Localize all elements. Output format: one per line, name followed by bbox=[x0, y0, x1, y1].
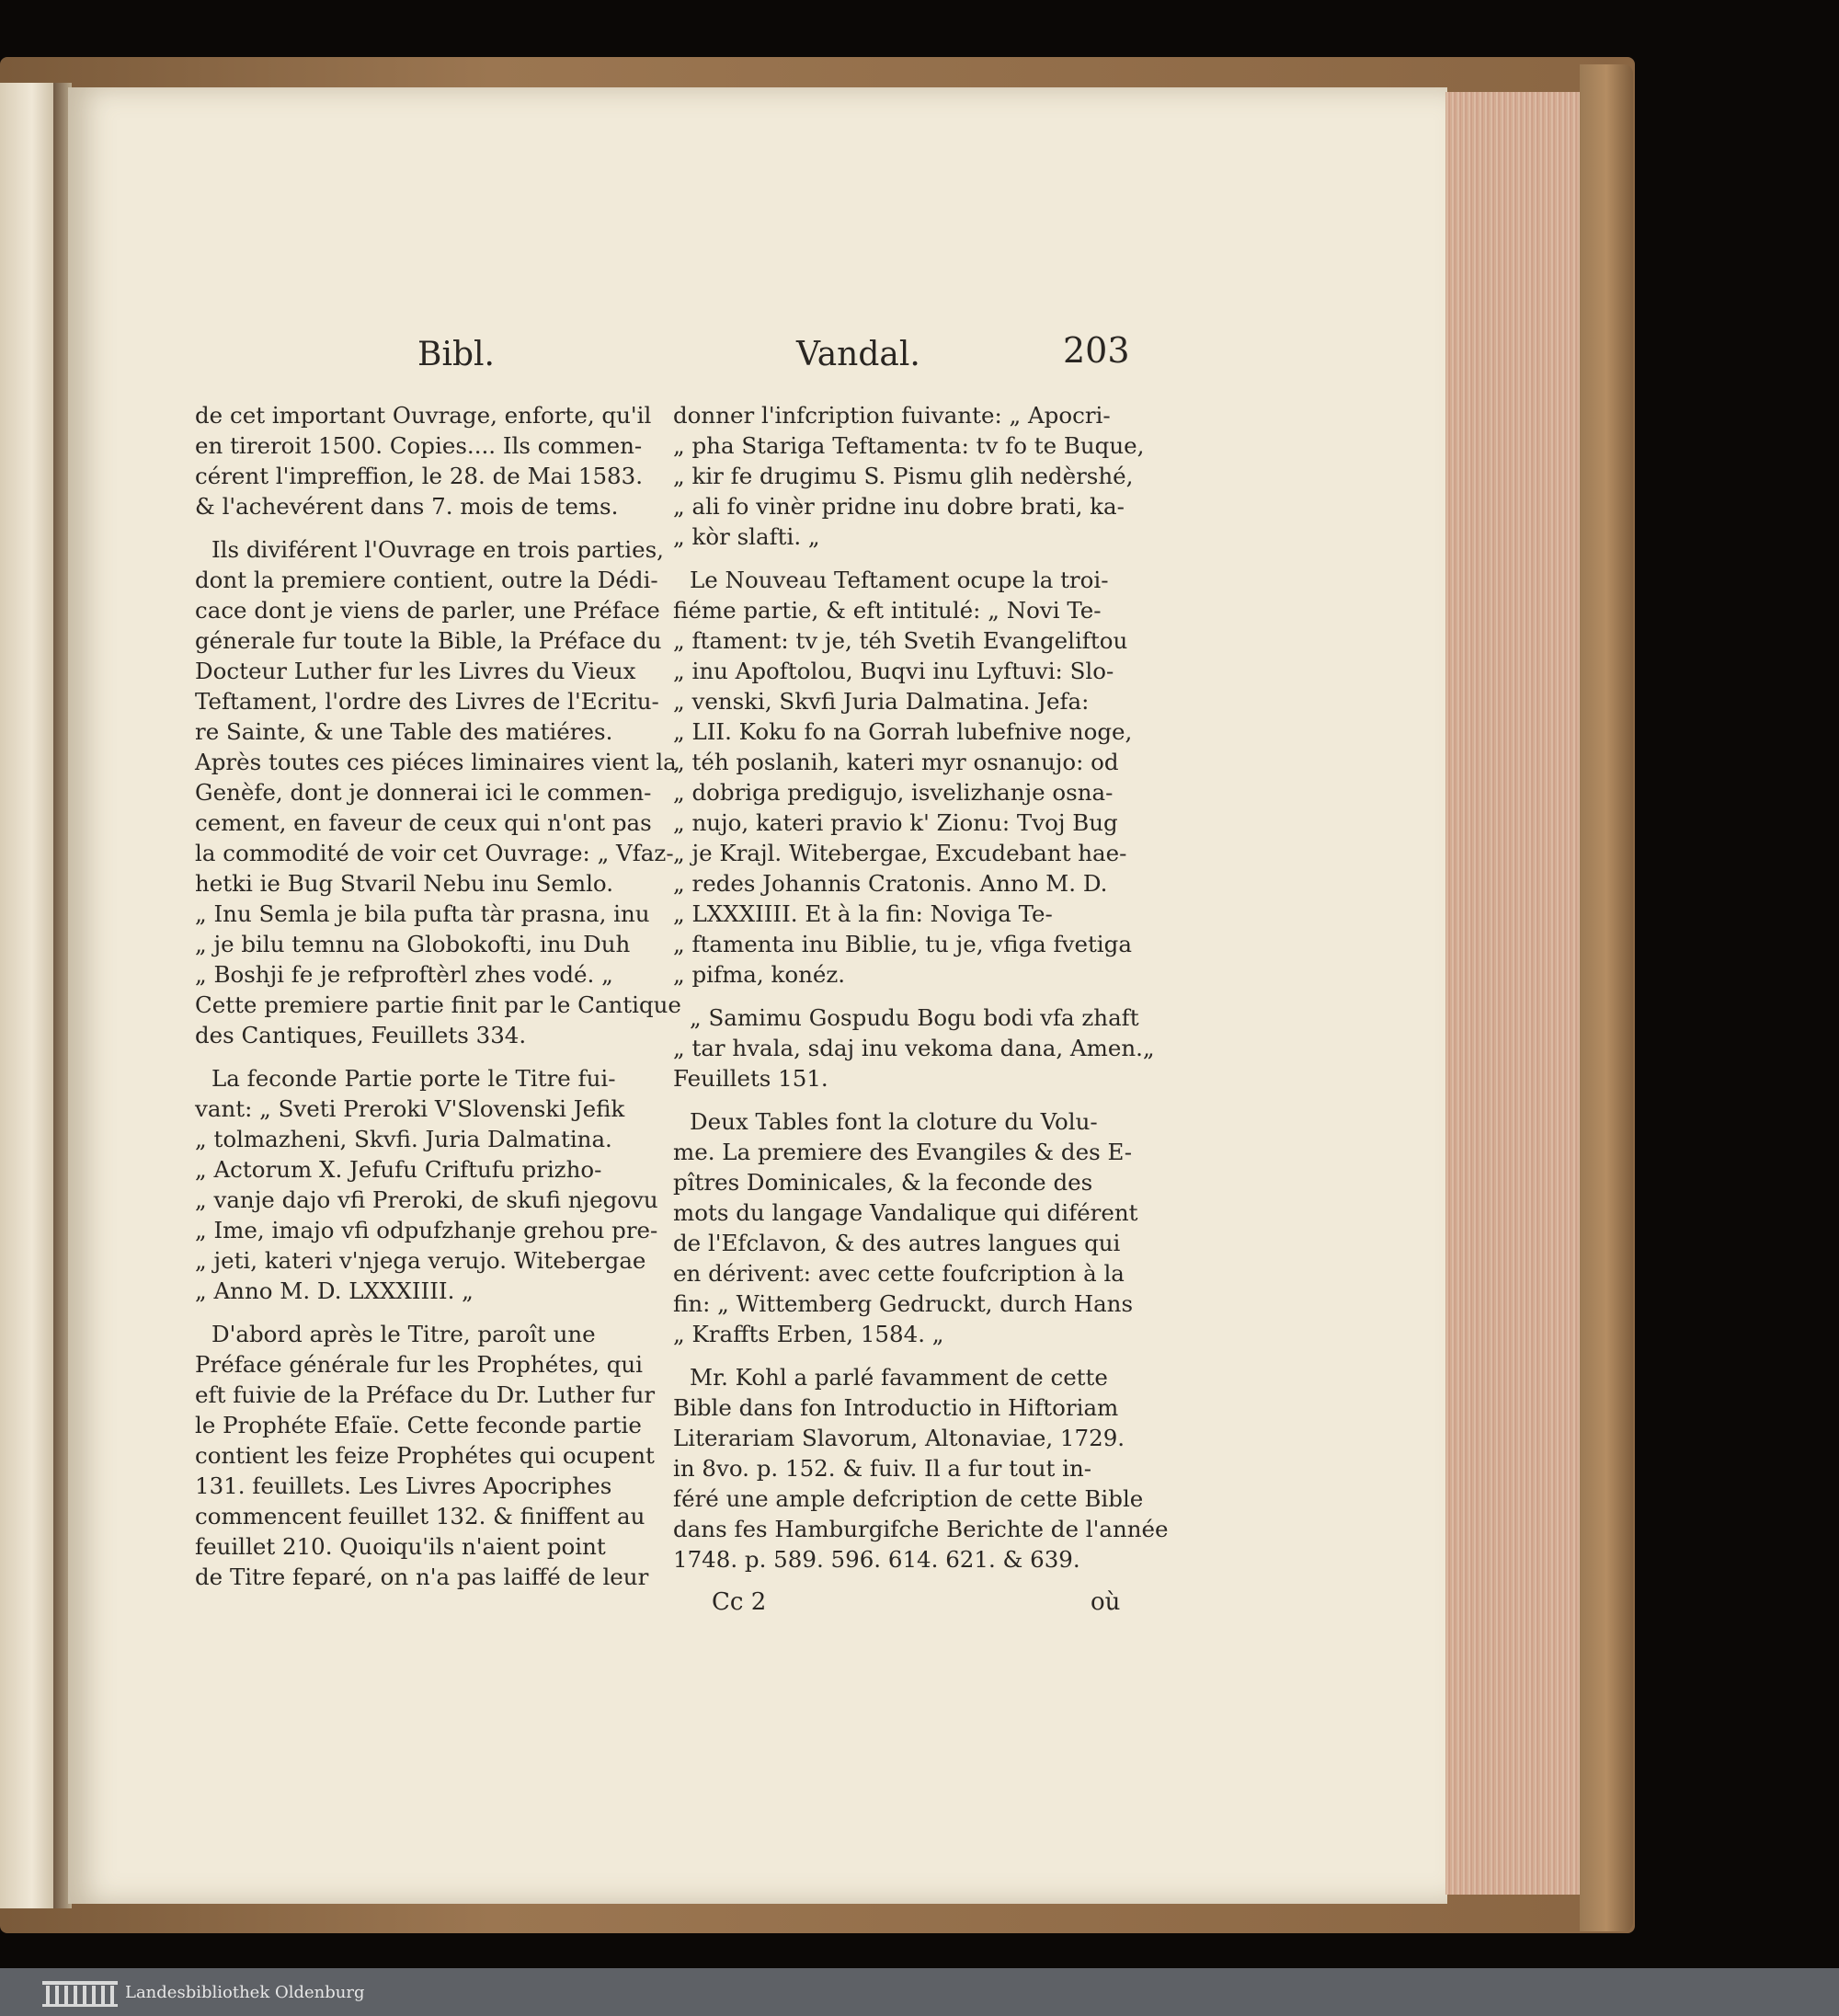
text-line: „ pha Stariga Teftamenta: tv fo te Buque, bbox=[673, 432, 1145, 459]
text-line: Préface générale fur les Prophétes, qui bbox=[195, 1351, 644, 1378]
text-line: le Prophéte Efaïe. Cette feconde partie bbox=[195, 1412, 642, 1438]
text-line: Deux Tables font la cloture du Volu- bbox=[690, 1108, 1098, 1135]
library-building-icon bbox=[40, 1977, 120, 2009]
text-line: Teftament, l'ordre des Livres de l'Ecritu- bbox=[195, 688, 659, 715]
text-line: fiéme partie, & eft intitulé: „ Novi Te- bbox=[673, 597, 1102, 624]
right-text-column bbox=[673, 400, 1205, 1587]
text-line: „ téh poslanih, kateri myr osnanujo: od bbox=[673, 749, 1119, 775]
text-line: Après toutes ces piéces liminaires vient la bbox=[195, 749, 677, 775]
text-line: 1748. p. 589. 596. 614. 621. & 639. bbox=[673, 1546, 1080, 1573]
text-line: Cette premiere partie finit par le Cantique bbox=[195, 991, 681, 1018]
text-line: D'abord après le Titre, paroît une bbox=[211, 1321, 596, 1347]
book-cover-edge bbox=[1580, 64, 1633, 1931]
text-line: mots du langage Vandalique qui diférent bbox=[673, 1199, 1138, 1226]
catchword: où bbox=[1091, 1588, 1121, 1616]
text-line: génerale fur toute la Bible, la Préface du bbox=[195, 627, 662, 654]
text-line: féré une ample defcription de cette Bible bbox=[673, 1485, 1144, 1512]
text-line: de Titre feparé, on n'a pas laiffé de leur bbox=[195, 1564, 649, 1590]
text-line: commencent feuillet 132. & finiffent au bbox=[195, 1503, 645, 1529]
text-line: Ils diviférent l'Ouvrage en trois parties, bbox=[211, 536, 664, 563]
text-line: Bible dans fon Introductio in Hiftoriam bbox=[673, 1394, 1119, 1421]
text-line: dont la premiere contient, outre la Dédi- bbox=[195, 567, 658, 593]
text-line: de l'Efclavon, & des autres langues qui bbox=[673, 1230, 1121, 1256]
text-line: & l'achevérent dans 7. mois de tems. bbox=[195, 493, 619, 520]
paragraph bbox=[673, 1362, 1205, 1575]
text-line: „ ftamenta inu Biblie, tu je, vfiga fvetiga bbox=[673, 931, 1132, 957]
text-line: „ Actorum X. Jefufu Criftufu prizho- bbox=[195, 1156, 602, 1183]
text-line: eft fuivie de la Préface du Dr. Luther fur bbox=[195, 1381, 656, 1408]
text-line: en tireroit 1500. Copies.... Ils commen- bbox=[195, 432, 643, 459]
text-line: feuillet 210. Quoiqu'ils n'aient point bbox=[195, 1533, 606, 1560]
paragraph bbox=[195, 1319, 726, 1592]
text-line: cace dont je viens de parler, une Préface bbox=[195, 597, 660, 624]
text-line: „ Kraffts Erben, 1584. „ bbox=[673, 1321, 944, 1347]
left-text-column bbox=[195, 400, 726, 1605]
text-line: fin: „ Wittemberg Gedruckt, durch Hans bbox=[673, 1290, 1134, 1317]
text-line: donner l'infcription fuivante: „ Apocri- bbox=[673, 402, 1111, 429]
text-line: 131. feuillets. Les Livres Apocriphes bbox=[195, 1472, 612, 1499]
library-name: Landesbibliothek Oldenburg bbox=[125, 1983, 365, 2002]
paragraph bbox=[673, 1106, 1205, 1349]
text-line: „ je bilu temnu na Globokofti, inu Duh bbox=[195, 931, 631, 957]
text-line: „ inu Apoftolou, Buqvi inu Lyftuvi: Slo- bbox=[673, 658, 1114, 684]
text-line: „ Boshji fe je refproftèrl zhes vodé. „ bbox=[195, 961, 613, 988]
text-line: me. La premiere des Evangiles & des E- bbox=[673, 1139, 1133, 1165]
paragraph bbox=[195, 400, 726, 521]
signature-mark: Cc 2 bbox=[712, 1588, 767, 1616]
text-line: vant: „ Sveti Preroki V'Slovenski Jefik bbox=[195, 1095, 625, 1122]
text-line: „ kir fe drugimu S. Pismu glih nedèrshé, bbox=[673, 463, 1134, 489]
text-line: „ LII. Koku fo na Gorrah lubefnive noge, bbox=[673, 718, 1133, 745]
text-line: re Sainte, & une Table des matiéres. bbox=[195, 718, 613, 745]
text-line: „ vanje dajo vfi Preroki, de skufi njegovu bbox=[195, 1186, 658, 1213]
text-line: Le Nouveau Teftament ocupe la troi- bbox=[690, 567, 1109, 593]
text-line: „ jeti, kateri v'njega verujo. Witebergae bbox=[195, 1247, 646, 1274]
text-line: cérent l'impreffion, le 28. de Mai 1583. bbox=[195, 463, 644, 489]
paragraph bbox=[195, 534, 726, 1050]
text-line: „ redes Johannis Cratonis. Anno M. D. bbox=[673, 870, 1108, 897]
paragraph bbox=[673, 1002, 1205, 1094]
text-line: „ Inu Semla je bila pufta tàr prasna, inu bbox=[195, 900, 650, 927]
text-line: des Cantiques, Feuillets 334. bbox=[195, 1022, 527, 1048]
text-line: „ dobriga predigujo, isvelizhanje osna- bbox=[673, 779, 1114, 806]
text-line: la commodité de voir cet Ouvrage: „ Vfaz- bbox=[195, 840, 674, 866]
running-head-center: Vandal. bbox=[796, 336, 920, 373]
text-line: „ tolmazheni, Skvfi. Juria Dalmatina. bbox=[195, 1126, 612, 1152]
page-edges bbox=[1445, 92, 1582, 1895]
text-line: Mr. Kohl a parlé favamment de cette bbox=[690, 1364, 1108, 1391]
paragraph bbox=[195, 1063, 726, 1306]
paragraph bbox=[673, 565, 1205, 990]
text-line: „ LXXXIIII. Et à la fin: Noviga Te- bbox=[673, 900, 1053, 927]
text-line: hetki ie Bug Stvaril Nebu inu Semlo. bbox=[195, 870, 614, 897]
running-head-left: Bibl. bbox=[417, 336, 495, 373]
left-page-edge bbox=[0, 83, 53, 1908]
paragraph bbox=[673, 400, 1205, 552]
text-line: „ ali fo vinèr pridne inu dobre brati, ka- bbox=[673, 493, 1125, 520]
text-line: Feuillets 151. bbox=[673, 1065, 828, 1092]
text-line: „ ftament: tv je, téh Svetih Evangeliftou bbox=[673, 627, 1128, 654]
text-line: „ kòr slafti. „ bbox=[673, 523, 820, 550]
right-page bbox=[68, 87, 1447, 1904]
text-line: Literariam Slavorum, Altonaviae, 1729. bbox=[673, 1425, 1125, 1451]
text-line: en dérivent: avec cette foufcription à la bbox=[673, 1260, 1125, 1287]
page-number: 203 bbox=[1063, 330, 1130, 371]
text-line: „ Ime, imajo vfi odpufzhanje grehou pre- bbox=[195, 1217, 658, 1243]
text-line: „ Samimu Gospudu Bogu bodi vfa zhaft bbox=[690, 1004, 1139, 1031]
text-line: Docteur Luther fur les Livres du Vieux bbox=[195, 658, 636, 684]
text-line: „ nujo, kateri pravio k' Zionu: Tvoj Bug bbox=[673, 809, 1118, 836]
text-line: „ je Krajl. Witebergae, Excudebant hae- bbox=[673, 840, 1127, 866]
text-line: cement, en faveur de ceux qui n'ont pas bbox=[195, 809, 652, 836]
text-line: „ pifma, konéz. bbox=[673, 961, 846, 988]
text-line: „ Anno M. D. LXXXIIII. „ bbox=[195, 1277, 474, 1304]
text-line: La feconde Partie porte le Titre fui- bbox=[211, 1065, 616, 1092]
text-line: „ venski, Skvfi Juria Dalmatina. Jefa: bbox=[673, 688, 1090, 715]
text-line: de cet important Ouvrage, enforte, qu'il bbox=[195, 402, 652, 429]
text-line: Genèfe, dont je donnerai ici le commen- bbox=[195, 779, 652, 806]
text-line: pîtres Dominicales, & la feconde des bbox=[673, 1169, 1093, 1196]
text-line: dans fes Hamburgifche Berichte de l'année bbox=[673, 1516, 1169, 1542]
text-line: „ tar hvala, sdaj inu vekoma dana, Amen.„ bbox=[673, 1035, 1155, 1061]
text-line: in 8vo. p. 152. & fuiv. Il a fur tout in- bbox=[673, 1455, 1092, 1482]
text-line: contient les feize Prophétes qui ocupent bbox=[195, 1442, 655, 1469]
